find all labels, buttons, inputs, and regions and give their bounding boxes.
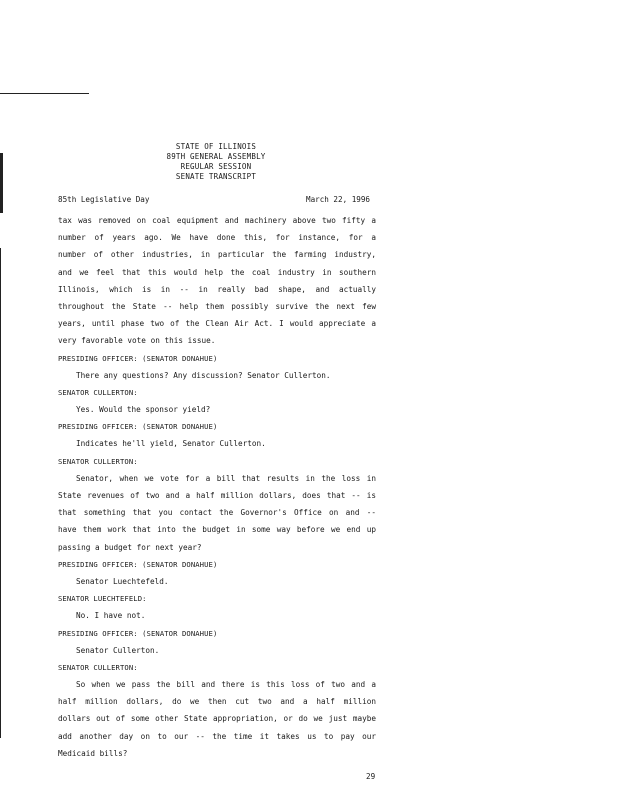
session-date: March 22, 1996	[306, 195, 371, 204]
transcript-line: dollars out of some other State appropriation, or do we just maybe	[58, 714, 376, 724]
transcript-line: tax was removed on coal equipment and machinery above two fifty a	[58, 216, 376, 225]
speaker-label: PRESIDING OFFICER: (SENATOR DONAHUE)	[58, 628, 218, 638]
scan-edge-mark	[0, 153, 3, 213]
transcript-line: Senator Luechtefeld.	[76, 576, 169, 586]
header-transcript: SENATE TRANSCRIPT	[175, 172, 257, 181]
speaker-label: SENATOR CULLERTON:	[58, 662, 138, 672]
transcript-line: that something that you contact the Governor's Office on and --	[58, 508, 376, 518]
transcript-line: passing a budget for next year?	[58, 542, 202, 552]
page-number: 29	[366, 772, 376, 781]
transcript-line: No. I have not.	[76, 611, 146, 621]
top-rule	[0, 93, 89, 94]
transcript-body	[58, 216, 376, 766]
header-session: REGULAR SESSION	[180, 162, 252, 171]
document-header	[130, 142, 302, 182]
speaker-label: PRESIDING OFFICER: (SENATOR DONAHUE)	[58, 353, 218, 363]
transcript-line: number of years ago. We have done this, for instance, for a	[58, 233, 376, 243]
speaker-label: PRESIDING OFFICER: (SENATOR DONAHUE)	[58, 559, 218, 569]
transcript-line: Senator Cullerton.	[76, 645, 160, 655]
transcript-line: very favorable vote on this issue.	[58, 336, 216, 346]
transcript-line: State revenues of two and a half million dollars, does that -- is	[58, 491, 376, 500]
transcript-line: Senator, when we vote for a bill that results in the loss in	[76, 473, 376, 483]
transcript-line: Yes. Would the sponsor yield?	[76, 405, 211, 415]
header-assembly: 89TH GENERAL ASSEMBLY	[166, 152, 266, 161]
transcript-line: and we feel that this would help the coal industry in southern	[58, 267, 376, 277]
scan-edge-line	[0, 248, 1, 738]
speaker-label: SENATOR CULLERTON:	[58, 456, 138, 466]
speaker-label: SENATOR CULLERTON:	[58, 387, 138, 397]
transcript-line: There any questions? Any discussion? Senator Cullerton.	[76, 370, 331, 380]
header-state: STATE OF ILLINOIS	[175, 142, 257, 151]
transcript-line: Medicaid bills?	[58, 748, 128, 758]
transcript-line: years, until phase two of the Clean Air Act. I would appreciate a	[58, 319, 376, 329]
legislative-day: 85th Legislative Day	[58, 195, 150, 204]
transcript-line: Indicates he'll yield, Senator Cullerton.	[76, 439, 266, 449]
speaker-label: PRESIDING OFFICER: (SENATOR DONAHUE)	[58, 422, 218, 432]
transcript-line: have them work that into the budget in some way before we end up	[58, 525, 376, 535]
speaker-label: SENATOR LUECHTEFELD:	[58, 594, 147, 604]
transcript-line: throughout the State -- help them possibly survive the next few	[58, 301, 376, 311]
transcript-line: half million dollars, do we then cut two and a half million	[58, 697, 376, 707]
transcript-line: So when we pass the bill and there is this loss of two and a	[76, 680, 376, 690]
transcript-line: Illinois, which is in -- in really bad shape, and actually	[58, 284, 376, 294]
transcript-line: number of other industries, in particular the farming industry,	[58, 250, 376, 260]
transcript-line: add another day on to our -- the time it takes us to pay our	[58, 731, 376, 741]
